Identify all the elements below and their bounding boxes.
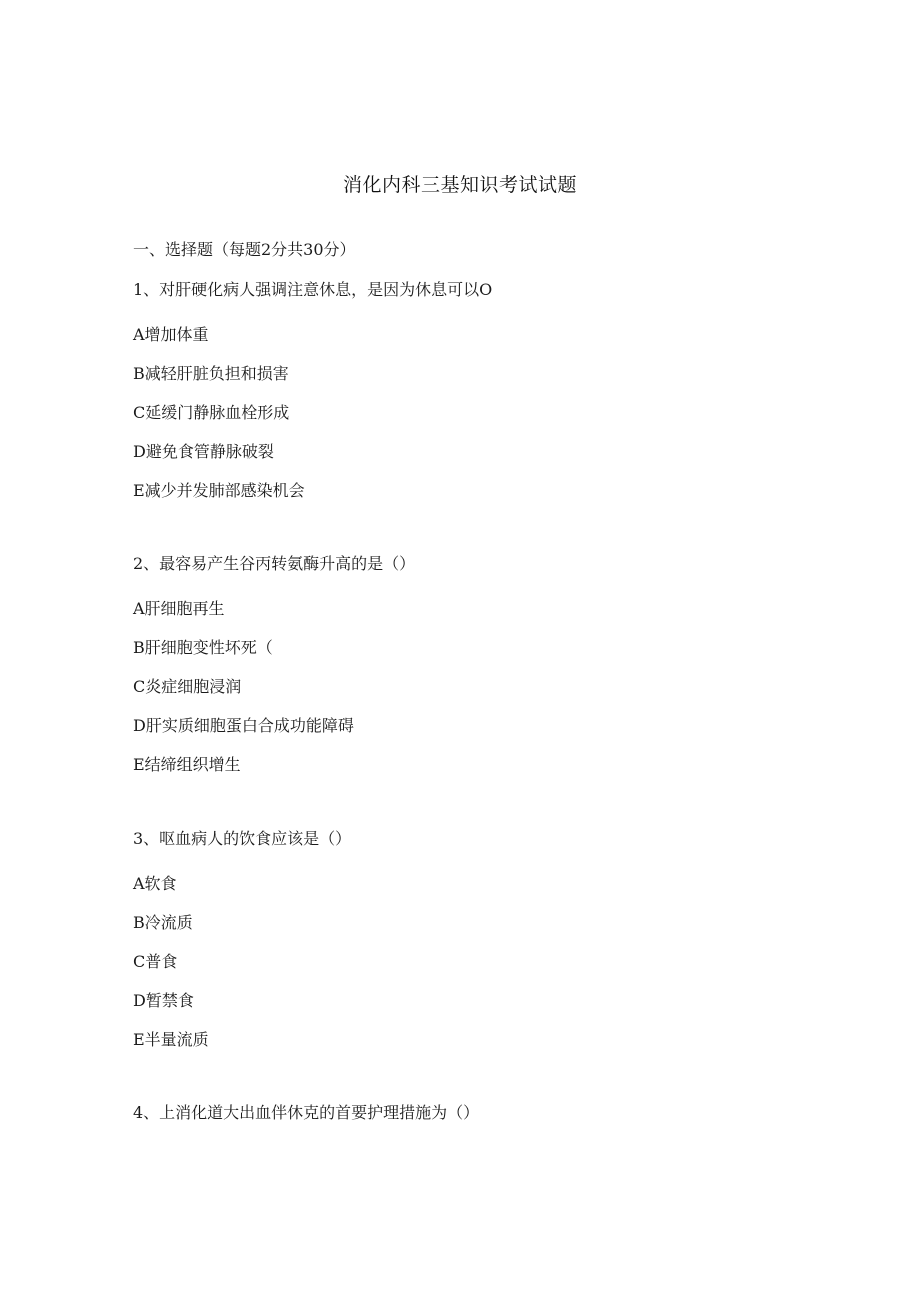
question-3-text: 3、呕血病人的饮食应该是（） bbox=[133, 829, 352, 848]
question-3-option-a: A软食 bbox=[133, 874, 177, 893]
section-heading: 一、选择题（每题2分共30分） bbox=[133, 240, 356, 259]
question-2-option-e: E结缔组织增生 bbox=[133, 755, 241, 774]
question-2-option-b: B肝细胞变性坏死（ bbox=[133, 638, 273, 657]
question-3-option-e: E半量流质 bbox=[133, 1030, 209, 1049]
question-3-option-d: D暂禁食 bbox=[133, 991, 194, 1010]
question-4-text: 4、上消化道大出血伴休克的首要护理措施为（） bbox=[133, 1103, 480, 1122]
question-1-option-b: B减轻肝脏负担和损害 bbox=[133, 364, 289, 383]
question-1-option-e: E减少并发肺部感染机会 bbox=[133, 481, 305, 500]
question-3-option-b: B冷流质 bbox=[133, 913, 193, 932]
page-title: 消化内科三基知识考试试题 bbox=[342, 174, 577, 196]
question-3-option-c: C普食 bbox=[133, 952, 178, 971]
question-1-option-a: A增加体重 bbox=[133, 325, 209, 344]
question-1-option-c: C延缓门静脉血栓形成 bbox=[133, 403, 290, 422]
question-2-option-a: A肝细胞再生 bbox=[133, 599, 225, 618]
question-2-text: 2、最容易产生谷丙转氨酶升高的是（） bbox=[133, 554, 416, 573]
question-2-option-d: D肝实质细胞蛋白合成功能障碍 bbox=[133, 716, 354, 735]
question-1-text: 1、对肝硬化病人强调注意休息，是因为休息可以O bbox=[133, 280, 493, 299]
question-2-option-c: C炎症细胞浸润 bbox=[133, 677, 242, 696]
question-1-option-d: D避免食管静脉破裂 bbox=[133, 442, 274, 461]
